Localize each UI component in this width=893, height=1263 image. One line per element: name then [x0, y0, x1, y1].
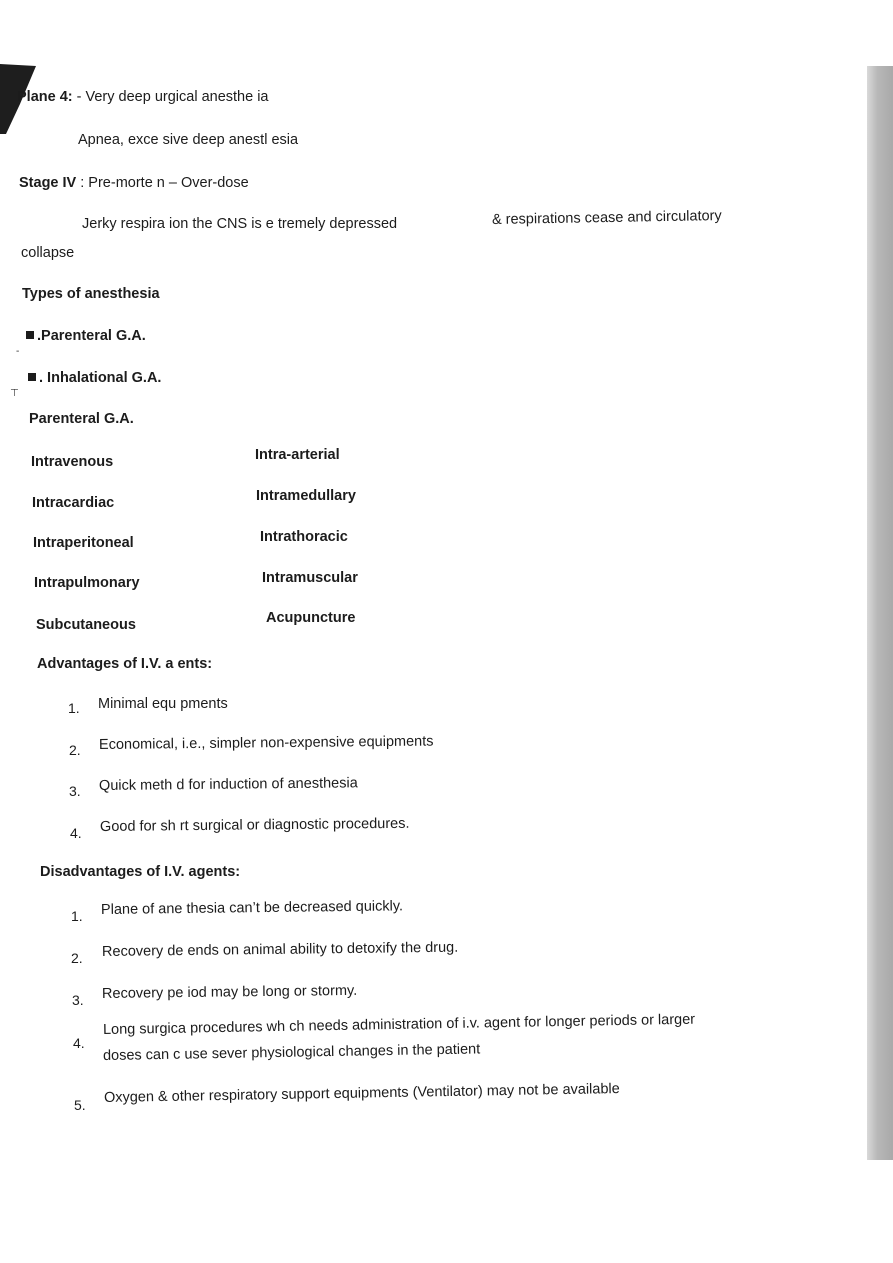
- dis-item-1: Plane of ane thesia can’t be decreased quickly.: [100, 898, 404, 918]
- dis-num-4: 4.: [73, 1035, 85, 1051]
- route-right-5: Acupuncture: [266, 610, 356, 626]
- plane4-desc: Apnea, exce sive deep anestl esia: [78, 132, 299, 148]
- stage4-text: : Pre-morte n – Over-dose: [76, 175, 249, 191]
- dis-num-2: 2.: [71, 950, 83, 966]
- types-item-parenteral: .Parenteral G.A.: [26, 327, 146, 345]
- bullet-icon: [28, 373, 36, 381]
- advantages-heading: Advantages of I.V. a ents:: [37, 656, 213, 672]
- adv-item-1: Minimal equ pments: [98, 696, 228, 712]
- parenteral-heading: Parenteral G.A.: [29, 411, 134, 427]
- dis-num-5: 5.: [74, 1097, 86, 1113]
- dis-item-4: Long surgica procedures wh ch needs administration of i.v. agent for longer periods or larger: [102, 1011, 696, 1038]
- route-left-1: Intravenous: [31, 454, 114, 470]
- adv-num-2: 2.: [69, 742, 81, 758]
- route-right-3: Intrathoracic: [260, 529, 348, 545]
- plane4-text: - Very deep urgical anesthe ia: [72, 89, 269, 105]
- types-heading: Types of anesthesia: [22, 286, 160, 302]
- dis-num-3: 3.: [72, 992, 84, 1008]
- plane4-line: [17, 88, 268, 106]
- dis-item-4-cont: doses can c use sever physiological changes in the patient: [102, 1041, 481, 1064]
- route-left-3: Intraperitoneal: [33, 535, 134, 551]
- adv-num-1: 1.: [68, 700, 80, 716]
- dis-item-5: Oxygen & other respiratory support equipments (Ventilator) may not be available: [103, 1080, 620, 1106]
- stage4-desc-c: collapse: [21, 245, 75, 261]
- route-right-1: Intra-arterial: [255, 447, 340, 463]
- stage4-line: [19, 174, 249, 192]
- scanner-edge: [867, 66, 893, 1160]
- bullet-icon: [26, 331, 34, 339]
- stage4-label: Stage IV: [19, 175, 77, 191]
- adv-item-4: Good for sh rt surgical or diagnostic procedures.: [99, 815, 410, 835]
- route-left-4: Intrapulmonary: [34, 575, 140, 591]
- route-left-2: Intracardiac: [32, 495, 115, 511]
- adv-item-2: Economical, i.e., simpler non-expensive equipments: [98, 733, 434, 753]
- route-right-4: Intramuscular: [262, 570, 358, 586]
- tick-mark: -: [16, 346, 20, 357]
- route-right-2: Intramedullary: [256, 488, 356, 504]
- adv-num-4: 4.: [70, 825, 82, 841]
- dis-num-1: 1.: [71, 908, 83, 924]
- stage4-desc-a: Jerky respira ion the CNS is e tremely depressed: [82, 216, 398, 232]
- dis-item-3: Recovery pe iod may be long or stormy.: [101, 982, 358, 1002]
- stage4-desc-b: & respirations cease and circulatory: [491, 207, 722, 229]
- dis-item-2: Recovery de ends on animal ability to detoxify the drug.: [101, 939, 459, 960]
- disadvantages-heading: Disadvantages of I.V. agents:: [40, 864, 241, 880]
- adv-num-3: 3.: [69, 783, 81, 799]
- plane4-label: Plane 4:: [17, 89, 73, 105]
- adv-item-3: Quick meth d for induction of anesthesia: [98, 775, 358, 794]
- types-item-inhalational: . Inhalational G.A.: [28, 369, 161, 387]
- tick-mark: ⊤: [10, 388, 19, 399]
- route-left-5: Subcutaneous: [36, 617, 136, 633]
